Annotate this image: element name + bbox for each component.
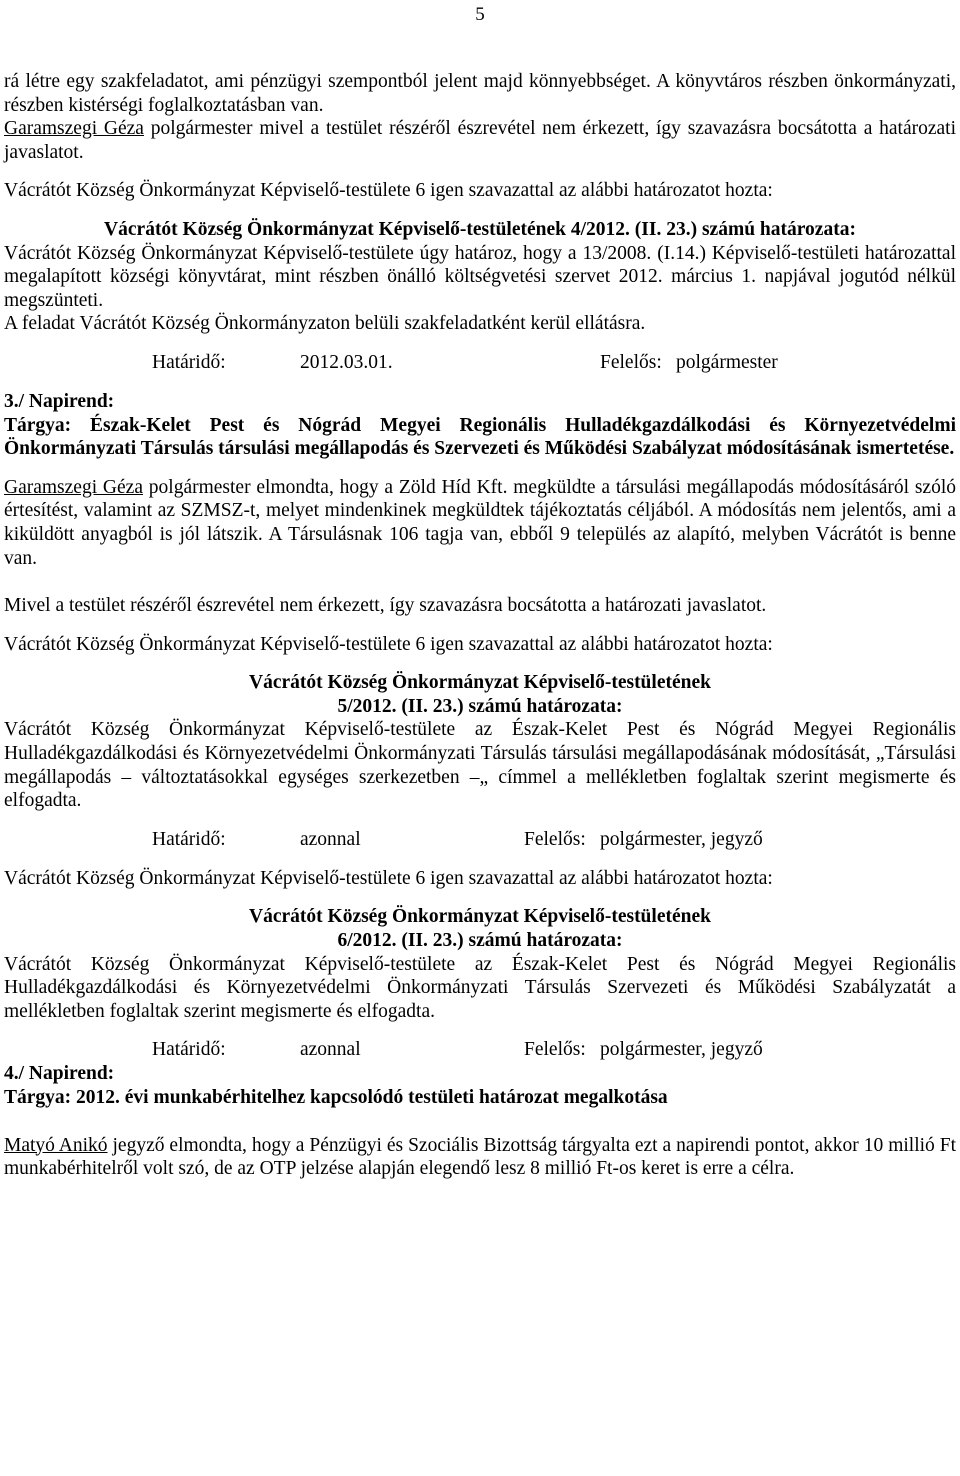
vote-statement: Vácrátót Község Önkormányzat Képviselő-testülete 6 igen szavazattal az alábbi határozatot hozta: [4,633,773,655]
deadline-row [4,351,956,375]
responsible-label: Felelős: [600,351,662,373]
deadline-label: Határidő: [152,351,226,373]
paragraph-text: jegyző elmondta, hogy a Pénzügyi és Szociális Bizottság tárgyalta ezt a napirendi pontot, akkor 10 millió Ft munkabérhitelről volt szó, de az OTP jelzése alapján elegendő lesz 8 millió Ft-os keret is erre a célra. [4,1134,956,1180]
resolution-title: Vácrátót Község Önkormányzat Képviselő-testületének 4/2012. (II. 23.) számú határozata: [104,218,856,240]
deadline-row [4,828,956,852]
responsible-label: Felelős: [524,1039,586,1061]
person-name: Matyó Anikó [4,1134,108,1156]
resolution-body: Vácrátót Község Önkormányzat Képviselő-testülete az Észak-Kelet Pest és Nógrád Megyei Regionális Hulladékgazdálkodási és Környezetvédelmi Önkormányzati Társulás társulási megállapodásának módosítását, „Társulási megállapodás – változtatásokkal egységes szerkezetben –„ címmel a mellékletben foglaltak szerint megismerte és elfogadta. [4,719,956,812]
agenda-topic: Tárgya: 2012. évi munkabérhitelhez kapcsolódó testületi határozat megalkotása [4,1087,668,1108]
resolution-title-line2: 6/2012. (II. 23.) számú határozata: [337,930,623,952]
paragraph-mayor-report [4,476,956,570]
agenda-heading: 4./ Napirend: [4,1063,115,1085]
paragraph-text: polgármester mivel a testület részéről észrevétel nem érkezett, így szavazásra bocsátotta a határozati javaslatot. [4,118,957,163]
deadline-value: azonnal [300,1039,361,1061]
resolution-title-line2: 5/2012. (II. 23.) számú határozata: [337,695,623,717]
agenda-topic: Tárgya: Észak-Kelet Pest és Nógrád Megyei Regionális Hulladékgazdálkodási és Környezetvédelmi Önkormányzati Társulás társulási megállapodás és Szervezeti és Működési Szabályzat módosításának ismertetése. [4,414,956,460]
document-body [4,70,956,1181]
page-number: 5 [475,4,485,25]
deadline-label: Határidő: [152,1039,226,1061]
person-name: Garamszegi Géza [4,118,144,140]
vote-statement: Vácrátót Község Önkormányzat Képviselő-testülete 6 igen szavazattal az alábbi határozatot hozta: [4,180,773,202]
responsible-label: Felelős: [524,828,586,850]
resolution-body: Vácrátót Község Önkormányzat Képviselő-testülete úgy határoz, hogy a 13/2008. (I.14.) Képviselő-testületi határozattal megalapított községi könyvtárat, mint részben önálló költségvetési szervet 2012. március 1. napjával jogutód nélkül megszünteti. [4,242,956,311]
paragraph-library: rá létre egy szakfeladatot, ami pénzügyi szempontból jelent majd könnyebbséget. A könyvtáros részben önkormányzati, részben kistérségi foglalkoztatásban van. [4,71,956,116]
vote-statement: Vácrátót Község Önkormányzat Képviselő-testülete 6 igen szavazattal az alábbi határozatot hozta: [4,867,773,889]
paragraph-notary-report [4,1134,956,1181]
responsible-value: polgármester [676,351,778,373]
deadline-value: 2012.03.01. [300,351,393,373]
deadline-value: azonnal [300,828,361,850]
resolution-title-line1: Vácrátót Község Önkormányzat Képviselő-testületének [249,672,711,694]
paragraph-mayor-vote-call [4,117,956,164]
resolution-body-note: A feladat Vácrátót Község Önkormányzaton belüli szakfeladatként kerül ellátásra. [4,313,646,335]
person-name: Garamszegi Géza [4,476,143,498]
agenda-heading: 3./ Napirend: [4,390,115,412]
resolution-title-line1: Vácrátót Község Önkormányzat Képviselő-testületének [249,906,711,928]
paragraph-text: polgármester elmondta, hogy a Zöld Híd Kft. megküldte a társulási megállapodás módosításáról szóló értesítést, valamint az SZMSZ-t, melyet mindenkinek megküldtek tájékoztatás céljából. A módosítás nem jelentős, ami a kiküldött anyagból is jól látszik. A Társulásnak 106 tagja van, ebből 9 település az alapító, melyben Vácrátót is benne van. [4,476,956,569]
deadline-label: Határidő: [152,828,226,850]
responsible-value: polgármester, jegyző [600,1039,763,1061]
deadline-row [4,1038,956,1062]
resolution-body: Vácrátót Község Önkormányzat Képviselő-testülete az Észak-Kelet Pest és Nógrád Megyei Regionális Hulladékgazdálkodási és Környezetvédelmi Önkormányzati Társulás Szervezeti és Működési Szabályzatát a mellékletben foglaltak szerint megismerte és elfogadta. [4,953,956,1022]
paragraph-vote-call: Mivel a testület részéről észrevétel nem érkezett, így szavazásra bocsátotta a határozati javaslatot. [4,595,767,617]
responsible-value: polgármester, jegyző [600,828,763,850]
